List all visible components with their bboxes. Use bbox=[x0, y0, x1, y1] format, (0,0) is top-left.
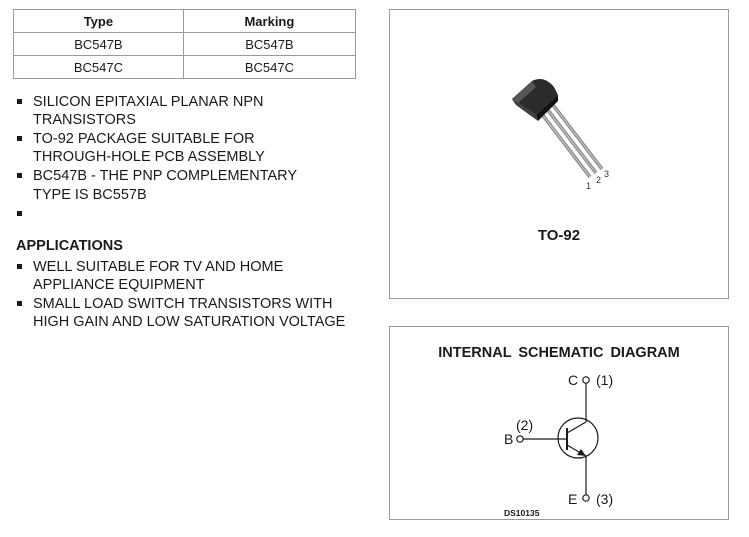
collector-letter: C bbox=[568, 372, 579, 388]
pin-label-2: 2 bbox=[596, 175, 602, 185]
list-item bbox=[16, 295, 363, 332]
application-text: SMALL LOAD SWITCH TRANSISTORS WITH HIGH GAIN AND LOW SATURATION VOLTAGE bbox=[33, 296, 346, 331]
list-item bbox=[16, 130, 293, 167]
table-cell: BC547C bbox=[14, 56, 184, 79]
feature-list bbox=[16, 93, 333, 223]
emitter-arrow-icon bbox=[577, 449, 586, 456]
feature-text: TO-92 PACKAGE SUITABLE FOR THROUGH-HOLE PCB ASSEMBLY bbox=[33, 131, 265, 166]
header-type: Type bbox=[14, 10, 184, 33]
list-item bbox=[16, 205, 333, 223]
table-cell: BC547B bbox=[183, 33, 355, 56]
table-row bbox=[14, 33, 356, 56]
pin-label-1: 1 bbox=[586, 181, 592, 191]
emitter-letter: E bbox=[568, 491, 578, 507]
collector-pin: (1) bbox=[596, 372, 614, 388]
emitter-terminal bbox=[583, 495, 589, 501]
collector-terminal bbox=[583, 377, 589, 383]
feature-text: SILICON EPITAXIAL PLANAR NPN TRANSISTORS bbox=[33, 94, 264, 129]
header-marking: Marking bbox=[183, 10, 355, 33]
emitter-pin: (3) bbox=[596, 491, 614, 507]
table-row bbox=[14, 56, 356, 79]
list-item bbox=[16, 258, 333, 295]
feature-text: BC547B - THE PNP COMPLEMENTARY TYPE IS BC557B bbox=[33, 168, 297, 203]
list-item bbox=[16, 167, 333, 204]
application-text: WELL SUITABLE FOR TV AND HOME APPLIANCE EQUIPMENT bbox=[33, 259, 284, 294]
table-cell: BC547C bbox=[183, 56, 355, 79]
schematic-box bbox=[389, 326, 729, 520]
pin-label-3: 3 bbox=[604, 169, 610, 179]
table-header-row bbox=[14, 10, 356, 33]
base-pin: (2) bbox=[516, 417, 534, 433]
package-label: TO-92 bbox=[537, 227, 581, 244]
to92-package-image bbox=[492, 65, 622, 195]
drawing-code: DS10135 bbox=[504, 508, 540, 518]
bullet-icon bbox=[17, 99, 22, 104]
schematic-title: INTERNAL SCHEMATIC DIAGRAM bbox=[438, 345, 680, 361]
bullet-icon bbox=[17, 136, 22, 141]
applications-heading: APPLICATIONS bbox=[16, 238, 123, 254]
type-marking-table bbox=[13, 9, 356, 79]
applications-list bbox=[16, 258, 363, 332]
bullet-icon bbox=[17, 301, 22, 306]
bullet-icon bbox=[17, 264, 22, 269]
package-box bbox=[389, 9, 729, 299]
base-letter: B bbox=[504, 431, 514, 447]
npn-transistor-symbol bbox=[390, 327, 730, 521]
bullet-icon bbox=[17, 211, 22, 216]
bullet-icon bbox=[17, 173, 22, 178]
table-cell: BC547B bbox=[14, 33, 184, 56]
base-terminal bbox=[517, 436, 523, 442]
list-item bbox=[16, 93, 333, 130]
